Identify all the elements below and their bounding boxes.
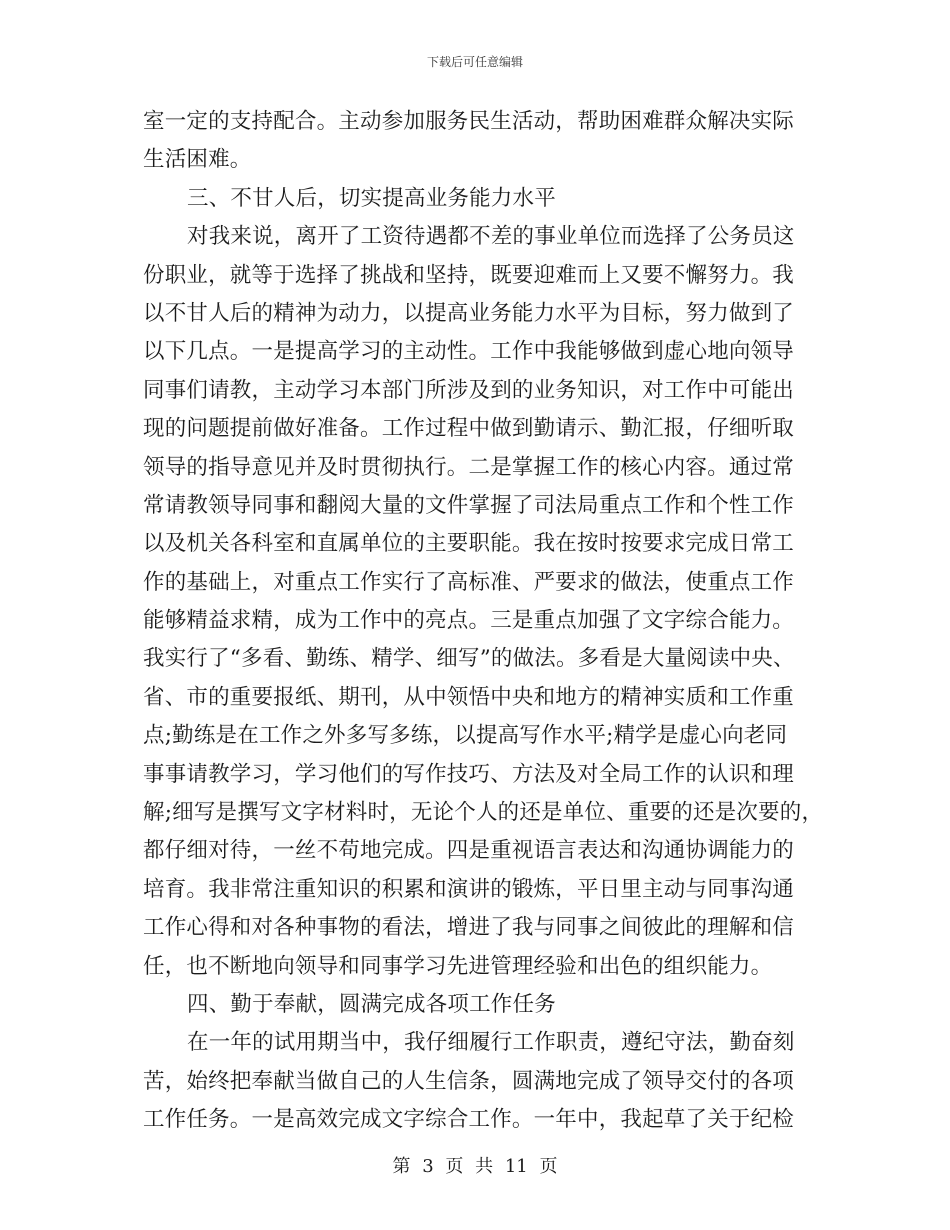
body-line: 在一年的试用期当中，我仔细履行工作职责，遵纪守法，勤奋刻 <box>187 1030 795 1056</box>
page-number: 第 3 页 共 11 页 <box>392 1156 558 1177</box>
body-line: 工作任务。一是高效完成文字综合工作。一年中，我起草了关于纪检 <box>143 1107 795 1133</box>
document-body <box>143 103 823 1140</box>
body-line: 以不甘人后的精神为动力，以提高业务能力水平为目标，努力做到了 <box>143 300 795 326</box>
body-line: 培育。我非常注重知识的积累和演讲的锻炼，平日里主动与同事沟通 <box>143 876 795 902</box>
body-line: 任，也不断地向领导和同事学习先进管理经验和出色的组织能力。 <box>143 953 773 979</box>
body-line: 对我来说，离开了工资待遇都不差的事业单位而选择了公务员这 <box>187 224 795 250</box>
body-line: 室一定的支持配合。主动参加服务民生活动，帮助困难群众解决实际 <box>143 109 795 134</box>
body-line: 事事请教学习，学习他们的写作技巧、方法及对全局工作的认识和理 <box>143 761 795 787</box>
body-line: 四、勤于奉献，圆满完成各项工作任务 <box>187 991 556 1017</box>
body-line: 解;细写是撰写文字材料时，无论个人的还是单位、重要的还是次要的， <box>143 800 824 826</box>
body-line: 三、不甘人后，切实提高业务能力水平 <box>187 185 556 211</box>
body-line: 生活困难。 <box>143 147 252 173</box>
body-line: 以及机关各科室和直属单位的主要职能。我在按时按要求完成日常工 <box>143 531 795 557</box>
body-line: 省、市的重要报纸、期刊，从中领悟中央和地方的精神实质和工作重 <box>143 684 795 710</box>
body-line: 能够精益求精，成为工作中的亮点。三是重点加强了文字综合能力。 <box>143 608 795 634</box>
body-line: 现的问题提前做好准备。工作过程中做到勤请示、勤汇报，仔细听取 <box>143 416 795 442</box>
body-line: 常请教领导同事和翻阅大量的文件掌握了司法局重点工作和个性工作 <box>143 492 795 518</box>
header-note: 下载后可任意编辑 <box>426 55 523 69</box>
body-line: 工作心得和对各种事物的看法，增进了我与同事之间彼此的理解和信 <box>143 915 795 941</box>
body-line: 以下几点。一是提高学习的主动性。工作中我能够做到虚心地向领导 <box>143 339 795 365</box>
body-line: 领导的指导意见并及时贯彻执行。二是掌握工作的核心内容。通过常 <box>143 454 795 480</box>
body-line: 苦，始终把奉献当做自己的人生信条，圆满地完成了领导交付的各项 <box>143 1068 795 1094</box>
body-line: 份职业，就等于选择了挑战和坚持，既要迎难而上又要不懈努力。我 <box>143 262 795 288</box>
body-line: 同事们请教，主动学习本部门所涉及到的业务知识，对工作中可能出 <box>143 377 795 403</box>
body-line: 作的基础上，对重点工作实行了高标准、严要求的做法，使重点工作 <box>143 569 795 595</box>
body-line: 点;勤练是在工作之外多写多练，以提高写作水平;精学是虚心向老同 <box>143 723 788 749</box>
body-line: 都仔细对待，一丝不苟地完成。四是重视语言表达和沟通协调能力的 <box>143 838 795 864</box>
body-line: 我实行了“多看、勤练、精学、细写”的做法。多看是大量阅读中央、 <box>143 646 795 672</box>
